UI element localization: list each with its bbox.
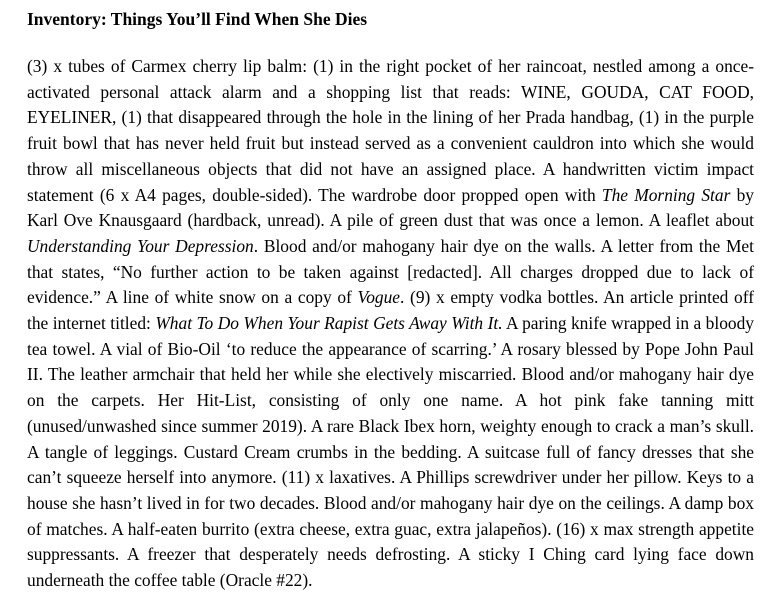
document-title: Inventory: Things You’ll Find When She Dies <box>27 9 368 29</box>
italic-text-segment: Vogue <box>357 287 401 308</box>
text-segment: A paring knife wrapped in a bloody tea towel. A vial of Bio-Oil ‘to reduce the appearance of scarring.’ A rosary blessed by Pope John Paul II. The leather armchair that held her while she electively miscarried. Blood and/or mahogany hair dye on the carpets. Her Hit-List, consisting of only one name. A hot pink fake tanning mitt (unused/unwashed since summer 2019). A rare Black Ibex horn, weighty enough to crack a man’s skull. A tangle of leggings. Custard Cream crumbs in the bedding. A suitcase full of fancy dresses that she can’t squeeze herself into anymore. (11) x laxatives. A Phillips screwdriver under her pillow. Keys to a house she hasn’t lived in for two decades. Blood and/or mahogany hair dye on the ceilings. A damp box of matches. A half-eaten burrito (extra cheese, extra guac, extra jalapeños). (16) x max strength appetite suppressants. A freezer that desperately needs defrosting. A sticky I Ching card lying face down underneath the coffee table (Oracle #22). <box>27 313 754 591</box>
italic-text-segment: Understanding Your Depression <box>27 235 254 256</box>
text-segment: by Karl Ove Knausgaard (hardback, unread). A pile of green dust that was once a lemon. A leaflet about <box>27 184 754 231</box>
italic-text-segment: The Morning Star <box>601 184 731 205</box>
text-segment: . (9) x empty vodka bottles. An article printed off the internet titled: <box>27 287 754 334</box>
italic-text-segment: What To Do When Your Rapist Gets Away With It. <box>155 313 503 334</box>
document-body <box>27 54 754 594</box>
text-segment: (3) x tubes of Carmex cherry lip balm: (1) in the right pocket of her raincoat, nestled among a once-activated personal attack alarm and a shopping list that reads: WINE, GOUDA, CAT FOOD, EYELINER, (1) that disappeared through the hole in the lining of her Prada handbag, (1) in the purple fruit bowl that has never held fruit but instead served as a convenient cauldron into which she would throw all miscellaneous objects that did not have an assigned place. A handwritten victim impact statement (6 x A4 pages, double-sided). The wardrobe door propped open with <box>27 56 754 205</box>
text-segment: . Blood and/or mahogany hair dye on the walls. A letter from the Met that states, “No further action to be taken against [redacted]. All charges dropped due to lack of evidence.” A line of white snow on a copy of <box>27 235 754 308</box>
